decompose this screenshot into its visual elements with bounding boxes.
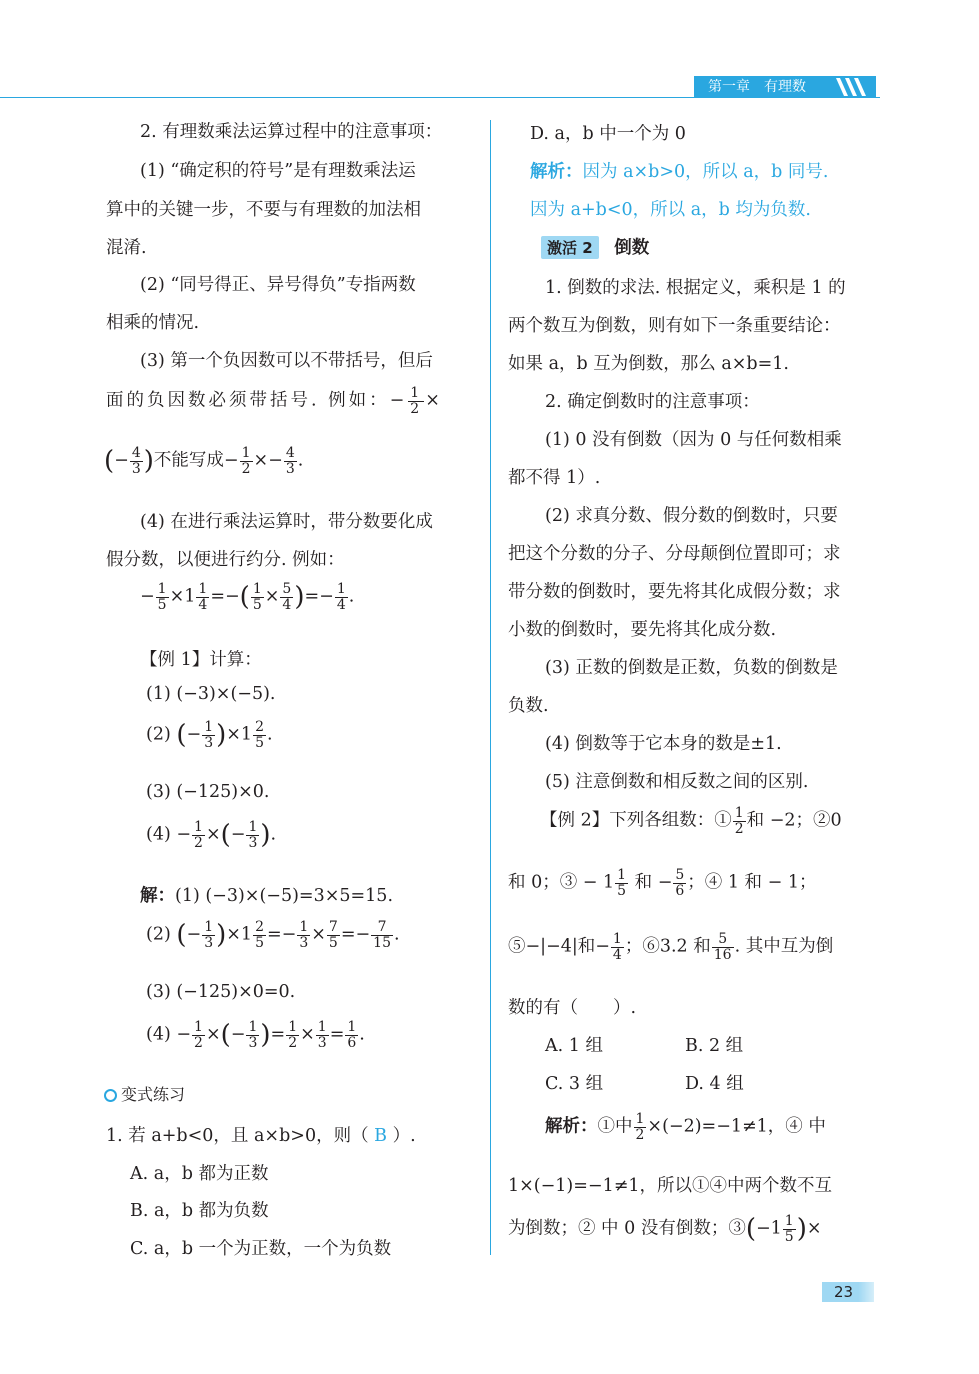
circle-bullet-icon — [104, 1089, 117, 1102]
practice-1-stem — [106, 1122, 416, 1147]
example-2-text-d: 和 − — [634, 872, 673, 893]
note-title: 2. 有理数乘法运算过程中的注意事项： — [140, 122, 443, 142]
analysis-1-text: 因为 a×b>0，所以 a，b 同号. — [582, 162, 829, 182]
reciprocal-2-2-line-2: 把这个分数的分子、分母颠倒位置即可；求 — [508, 544, 841, 564]
example-2-line-2: 和 0；③ − 1 $\frac{1}{5}$ 和 − $\frac{5}{6}$ ；④ 1 和 − 1； — [508, 867, 817, 899]
note-3-line-2: 面的负因数必须带括号. 例如：− $\frac{1}{2}$ × — [106, 385, 443, 417]
analysis-2-line-2: 1×(−1)=−1≠1，所以①④中两个数不互 — [508, 1176, 833, 1196]
analysis-2-line-3: 为倒数；② 中 0 没有倒数；③(−1 $\frac{1}{5}$ )× — [508, 1213, 822, 1245]
example-1-title: 【例 1】计算： — [140, 650, 262, 670]
practice-heading — [104, 1082, 185, 1105]
note-1-line-1: (1) “确定积的符号”是有理数乘法运 — [140, 161, 416, 181]
analysis-2-text-a: ①中 — [597, 1116, 633, 1137]
practice-1-option-a: A. a，b 都为正数 — [130, 1164, 269, 1184]
note-3-text: 面的负因数必须带括号. 例如：− — [106, 390, 408, 411]
example-2-option-a: A. 1 组 — [545, 1036, 603, 1056]
section-heading — [541, 234, 649, 259]
analysis-1-line-1 — [530, 158, 828, 183]
note-3-line-3: (− $\frac{4}{3}$ )不能写成− $\frac{1}{2}$ ×− $\frac{4}{3}$ . — [104, 445, 304, 477]
reciprocal-2-1-line-2: 都不得 1）. — [508, 468, 601, 488]
example-1-q2: (2) (− $\frac{1}{3}$ )×1 $\frac{2}{5}$ . — [146, 719, 273, 751]
practice-1-option-b: B. a，b 都为负数 — [130, 1201, 269, 1221]
example-2-option-b: B. 2 组 — [685, 1036, 744, 1056]
analysis-label: 解析： — [530, 162, 583, 182]
example-2-text-a: 【例 2】下列各组数：① — [540, 810, 732, 831]
analysis-1-line-2: 因为 a+b<0，所以 a，b 均为负数. — [530, 200, 811, 220]
section-title: 倒数 — [614, 238, 650, 258]
practice-1-option-c: C. a，b 一个为正数，一个为负数 — [130, 1239, 392, 1259]
note-4-line-1: (4) 在进行乘法运算时，带分数要化成 — [140, 512, 433, 532]
note-3-line-1: (3) 第一个负因数可以不带括号，但后 — [140, 351, 433, 371]
reciprocal-2-3-line-1: (3) 正数的倒数是正数，负数的倒数是 — [545, 658, 838, 678]
page-number: 23 — [822, 1282, 874, 1302]
reciprocal-1-line-1: 1. 倒数的求法. 根据定义，乘积是 1 的 — [545, 278, 846, 298]
fraction: $\frac{1}{2}$ — [241, 445, 251, 477]
example-2-option-d: D. 4 组 — [685, 1074, 744, 1094]
analysis-2-label: 解析： — [545, 1116, 598, 1137]
practice-1-end: ）. — [392, 1126, 416, 1146]
reciprocal-2-5: (5) 注意倒数和相反数之间的区别. — [545, 772, 809, 792]
reciprocal-1-line-3: 如果 a，b 互为倒数，那么 a×b=1. — [508, 354, 789, 374]
fraction: $\frac{1}{2}$ — [410, 385, 423, 417]
reciprocal-2-3-line-2: 负数. — [508, 696, 549, 716]
practice-1-answer: B — [374, 1126, 388, 1146]
example-2-text-f: ⑤−|−4|和− — [508, 936, 610, 957]
note-4-line-2: 假分数，以便进行约分. 例如： — [106, 550, 345, 570]
solution-3: (3) (−125)×0=0. — [146, 982, 296, 1002]
analysis-2-line-1: 解析：①中 $\frac{1}{2}$ ×(−2)=−1≠1，④ 中 — [545, 1111, 826, 1143]
example-2-text-e: ；④ 1 和 − 1； — [687, 872, 817, 893]
analysis-2-text-b: ×(−2)=−1≠1，④ 中 — [647, 1116, 826, 1137]
practice-1-question: 1. 若 a+b<0，且 a×b>0，则（ — [106, 1126, 369, 1146]
example-2-text-h: . 其中互为倒 — [734, 936, 834, 957]
reciprocal-2-2-line-4: 小数的倒数时，要先将其化成分数. — [508, 620, 777, 640]
note-1-line-3: 混淆. — [106, 238, 147, 258]
reciprocal-1-line-2: 两个数互为倒数，则有如下一条重要结论： — [508, 316, 841, 336]
chapter-title: 第一章 有理数 — [708, 79, 806, 95]
note-3-text-2: 不能写成− — [153, 450, 239, 471]
fraction: $\frac{4}{3}$ — [285, 445, 295, 477]
practice-1-option-d: D. a，b 中一个为 0 — [530, 124, 686, 144]
reciprocal-2-4: (4) 倒数等于它本身的数是±1. — [545, 734, 782, 754]
solution-4: (4) − $\frac{1}{2}$ ×(− $\frac{1}{3}$ )= $\frac{1}{2}$ × $\frac{1}{3}$ = $\frac{1}{6}$ . — [146, 1019, 365, 1051]
example-1-q1: (1) (−3)×(−5). — [146, 684, 276, 704]
reciprocal-2-title: 2. 确定倒数时的注意事项： — [545, 392, 760, 412]
reciprocal-2-2-line-3: 带分数的倒数时，要先将其化成假分数；求 — [508, 582, 841, 602]
reciprocal-2-1-line-1: (1) 0 没有倒数（因为 0 与任何数相乘 — [545, 430, 842, 450]
example-1-q4: (4) − $\frac{1}{2}$ ×(− $\frac{1}{3}$ ). — [146, 819, 277, 851]
column-divider — [490, 120, 491, 1255]
solution-1-text: (1) (−3)×(−5)=3×5=15. — [175, 886, 394, 906]
fraction: $\frac{4}{3}$ — [131, 445, 141, 477]
example-2-option-c: C. 3 组 — [545, 1074, 604, 1094]
note-2-line-1: (2) “同号得正、异号得负”专指两数 — [140, 275, 416, 295]
reciprocal-2-2-line-1: (2) 求真分数、假分数的倒数时，只要 — [545, 506, 838, 526]
mixed-number-example: − $\frac{1}{5}$ ×1 $\frac{1}{4}$ =−( $\frac{1}{5}$ × $\frac{5}{4}$ )=− $\frac{1}{4}$ . — [140, 581, 355, 613]
practice-title: 变式练习 — [121, 1085, 186, 1104]
solution-2: (2) (− $\frac{1}{3}$ )×1 $\frac{2}{5}$ =− $\frac{1}{3}$ × $\frac{7}{5}$ =− $\frac{7}{15}$ . — [146, 919, 400, 951]
example-2-line-1: 【例 2】下列各组数：① $\frac{1}{2}$ 和 −2；②0 — [540, 805, 842, 837]
section-badge: 激活 2 — [541, 236, 599, 259]
example-2-line-4: 数的有（ ）. — [508, 998, 637, 1018]
note-2-line-2: 相乘的情况. — [106, 313, 200, 333]
analysis-2-text-c: 为倒数；② 中 0 没有倒数；③ — [508, 1218, 746, 1239]
solution-1 — [140, 882, 393, 907]
example-2-text-b: 和 −2；②0 — [746, 810, 842, 831]
example-1-q3: (3) (−125)×0. — [146, 782, 270, 802]
note-1-line-2: 算中的关键一步，不要与有理数的加法相 — [106, 200, 421, 220]
solution-label: 解： — [140, 886, 175, 906]
header-stripes-icon — [830, 76, 876, 98]
example-2-text-g: ；⑥3.2 和 — [624, 936, 711, 957]
example-2-line-3: ⑤−|−4|和− $\frac{1}{4}$ ；⑥3.2 和 $\frac{5}{16}$ . 其中互为倒 — [508, 931, 834, 963]
example-2-text-c: 和 0；③ − 1 — [508, 872, 615, 893]
